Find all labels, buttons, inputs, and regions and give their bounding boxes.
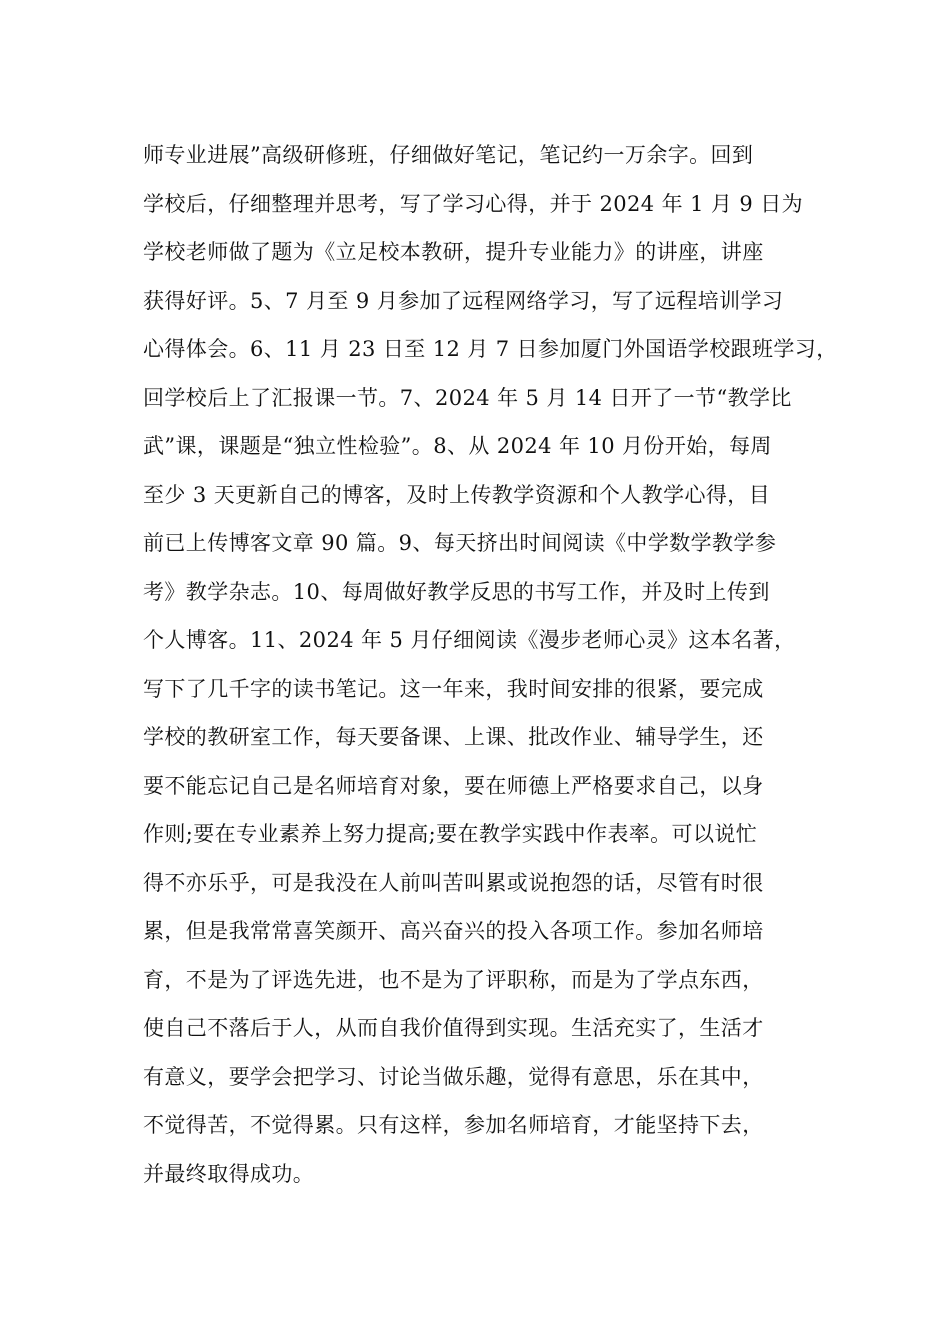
text-line: 使自己不落后于人，从而自我价值得到实现。生活充实了，生活才 [143,1016,764,1040]
text-line: 考》教学杂志。10、每周做好教学反思的书写工作，并及时上传到 [143,579,770,604]
text-line: 得不亦乐乎，可是我没在人前叫苦叫累或说抱怨的话，尽管有时很 [143,870,764,895]
text-line: 学校后，仔细整理并思考，写了学习心得，并于 2024 年 1 月 9 日为 [143,191,804,216]
text-line: 作则;要在专业素养上努力提高;要在教学实践中作表率。可以说忙 [143,822,758,846]
text-line: 武”课，课题是“独立性检验”。8、从 2024 年 10 月份开始，每周 [143,434,772,458]
text-line: 学校老师做了题为《立足校本教研，提升专业能力》的讲座，讲座 [143,240,764,264]
text-line: 学校的教研室工作，每天要备课、上课、批改作业、辅导学生，还 [143,725,764,749]
text-line: 个人博客。11、2024 年 5 月仔细阅读《漫步老师心灵》这本名著， [143,628,796,652]
text-line: 至少 3 天更新自己的博客，及时上传教学资源和个人教学心得，目 [143,482,771,507]
text-line: 写下了几千字的读书笔记。这一年来，我时间安排的很紧，要完成 [143,676,764,701]
text-line: 并最终取得成功。 [143,1161,315,1186]
text-line: 育，不是为了评选先进，也不是为了评职称，而是为了学点东西， [143,967,764,992]
text-line: 有意义，要学会把学习、讨论当做乐趣，觉得有意思，乐在其中， [143,1064,764,1089]
text-line: 心得体会。6、11 月 23 日至 12 月 7 日参加厦门外国语学校跟班学习， [143,337,838,361]
body-text [143,131,843,1198]
text-line: 获得好评。5、7 月至 9 月参加了远程网络学习，写了远程培训学习 [143,288,784,313]
text-line: 师专业进展”高级研修班，仔细做好笔记，笔记约一万余字。回到 [143,143,754,167]
text-line: 要不能忘记自己是名师培育对象，要在师德上严格要求自己，以身 [143,773,764,798]
text-line: 回学校后上了汇报课一节。7、2024 年 5 月 14 日开了一节“教学比 [143,385,792,410]
text-line: 不觉得苦，不觉得累。只有这样，参加名师培育，才能坚持下去， [143,1113,764,1137]
text-line: 前已上传博客文章 90 篇。9、每天挤出时间阅读《中学数学教学参 [143,531,777,555]
text-line: 累，但是我常常喜笑颜开、高兴奋兴的投入各项工作。参加名师培 [143,919,764,943]
